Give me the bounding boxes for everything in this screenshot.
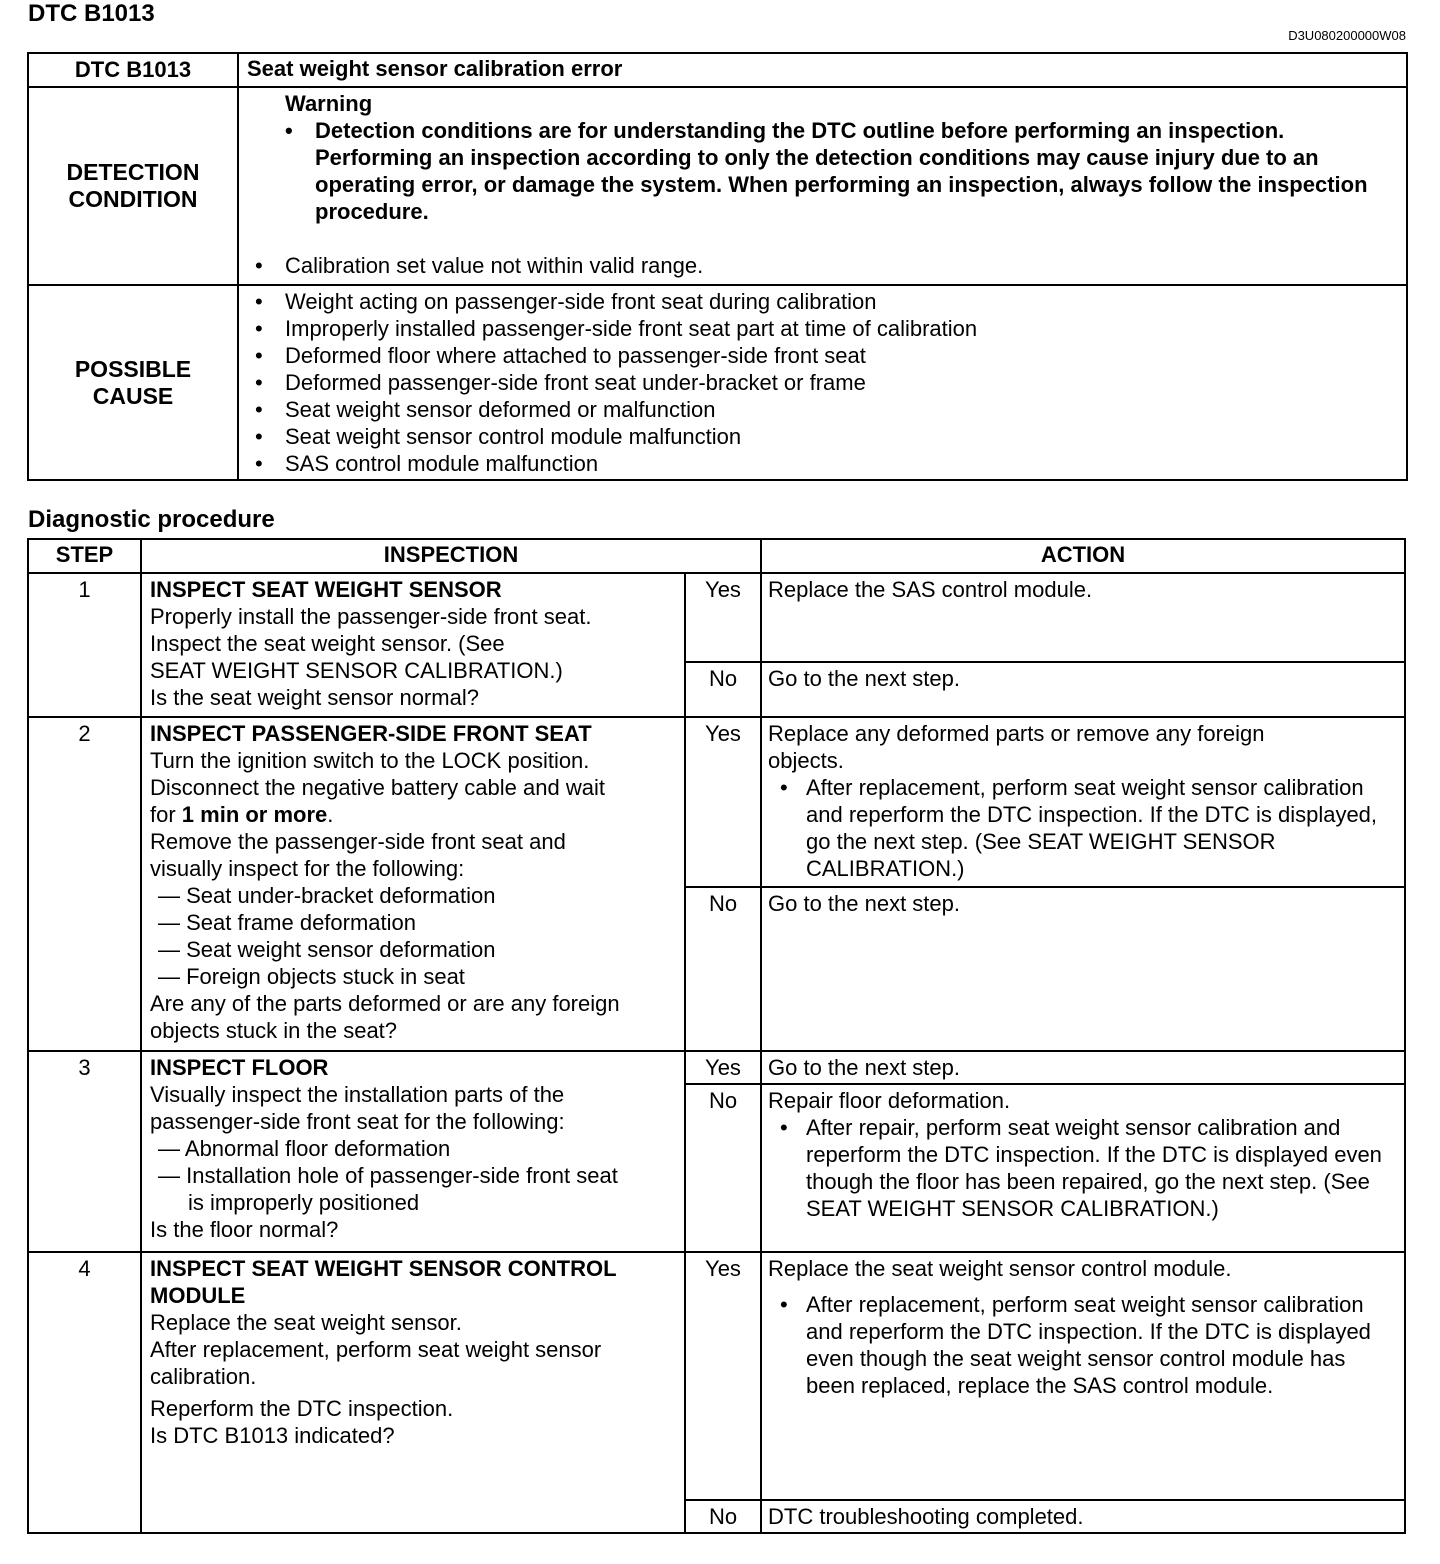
step-number: 2 xyxy=(28,717,141,1051)
inspection-line xyxy=(150,801,678,828)
column-header-step: STEP xyxy=(28,539,141,573)
inspection-line: After replacement, perform seat weight sensor xyxy=(150,1337,602,1362)
yes-action: Replace the SAS control module. xyxy=(761,573,1405,662)
detection-item: • Calibration set value not within valid range. xyxy=(239,252,1406,279)
action-line: Replace the seat weight sensor control module. xyxy=(768,1256,1232,1281)
action-line: Replace any deformed parts or remove any foreign xyxy=(768,721,1265,746)
yes-label: Yes xyxy=(685,717,761,887)
action-bullets xyxy=(768,1114,1398,1222)
inspection-question: Is DTC B1013 indicated? xyxy=(150,1423,395,1448)
inspection-line: visually inspect for the following: xyxy=(150,856,465,881)
inspection-line: Reperform the DTC inspection. xyxy=(150,1396,454,1421)
cause-list xyxy=(239,288,1406,477)
cause-item: • Seat weight sensor control module malfunction xyxy=(239,423,1406,450)
yes-action-cell xyxy=(761,717,1405,887)
table-row xyxy=(28,1051,1405,1084)
no-label: No xyxy=(685,887,761,1051)
document-code: D3U080200000W08 xyxy=(1288,28,1406,43)
table-row xyxy=(28,573,1405,662)
detection-content xyxy=(238,87,1407,285)
step-number: 4 xyxy=(28,1252,141,1533)
action-line: Repair floor deformation. xyxy=(768,1088,1011,1113)
cause-label xyxy=(28,285,238,480)
dtc-summary-table xyxy=(27,52,1408,481)
inspection-line: SEAT WEIGHT SENSOR CALIBRATION.) xyxy=(150,658,563,683)
cause-label-line1: POSSIBLE xyxy=(74,355,192,382)
action-bullet: • After replacement, perform seat weight sensor calibration and reperform the DTC inspection. If the DTC is displayed even though the seat weight sensor control module has been replaced, replace the SAS control module. xyxy=(768,1291,1398,1399)
inspection-cell xyxy=(141,717,685,1051)
inspection-cell xyxy=(141,573,685,717)
inspection-line: Properly install the passenger-side front seat. xyxy=(150,604,592,629)
inspection-line: Visually inspect the installation parts of the xyxy=(150,1082,565,1107)
step-number: 3 xyxy=(28,1051,141,1252)
yes-label: Yes xyxy=(685,573,761,662)
inspection-line: calibration. xyxy=(150,1364,257,1389)
column-header-inspection: INSPECTION xyxy=(141,539,761,573)
cause-content xyxy=(238,285,1407,480)
inspection-title: INSPECT FLOOR xyxy=(150,1055,329,1080)
no-action: Go to the next step. xyxy=(761,662,1405,717)
detection-list xyxy=(239,252,1406,279)
diagnostic-table xyxy=(27,538,1406,1534)
warning-list xyxy=(239,117,1406,225)
cause-item: • Deformed passenger-side front seat under-bracket or frame xyxy=(239,369,1406,396)
cause-label-line2: CAUSE xyxy=(92,382,174,409)
inspection-line: Remove the passenger-side front seat and xyxy=(150,829,566,854)
inspection-cell xyxy=(141,1051,685,1252)
inspection-dash-item: — Abnormal floor deformation xyxy=(158,1136,451,1161)
inspection-title: INSPECT SEAT WEIGHT SENSOR CONTROL xyxy=(150,1256,617,1281)
no-label: No xyxy=(685,662,761,717)
inspection-dash-item: — Seat under-bracket deformation xyxy=(158,883,496,908)
possible-cause-row xyxy=(28,285,1407,480)
inspection-title: INSPECT SEAT WEIGHT SENSOR xyxy=(150,577,502,602)
yes-label: Yes xyxy=(685,1051,761,1084)
dtc-name: Seat weight sensor calibration error xyxy=(238,53,1407,87)
inspection-question: Is the seat weight sensor normal? xyxy=(150,685,479,710)
column-header-action: ACTION xyxy=(761,539,1405,573)
inspection-emphasis: 1 min or more xyxy=(181,802,328,827)
table-row xyxy=(28,717,1405,887)
cause-item: • Weight acting on passenger-side front seat during calibration xyxy=(239,288,1406,315)
cause-item: • Improperly installed passenger-side front seat part at time of calibration xyxy=(239,315,1406,342)
step-number: 1 xyxy=(28,573,141,717)
inspection-title: MODULE xyxy=(150,1283,246,1308)
no-action: Go to the next step. xyxy=(761,887,1405,1051)
inspection-cell xyxy=(141,1252,685,1533)
inspection-line: passenger-side front seat for the following: xyxy=(150,1109,565,1134)
no-label: No xyxy=(685,1500,761,1533)
detection-label-line1: DETECTION xyxy=(66,159,200,185)
cause-item: • Seat weight sensor deformed or malfunction xyxy=(239,396,1406,423)
inspection-line: Replace the seat weight sensor. xyxy=(150,1310,462,1335)
warning-item: • Detection conditions are for understanding the DTC outline before performing an inspection. Performing an inspection according to only the detection conditions may cause injury due to an operating error, or damage the system. When performing an inspection, always follow the inspection procedure. xyxy=(239,117,1406,225)
cause-item: • SAS control module malfunction xyxy=(239,450,1406,477)
cause-item: • Deformed floor where attached to passenger-side front seat xyxy=(239,342,1406,369)
detection-label-line2: CONDITION xyxy=(68,186,198,212)
action-bullet: • After replacement, perform seat weight sensor calibration and reperform the DTC inspection. If the DTC is displayed, go the next step. (See SEAT WEIGHT SENSOR CALIBRATION.) xyxy=(768,774,1398,882)
inspection-dash-item: — Seat weight sensor deformation xyxy=(158,937,496,962)
yes-label: Yes xyxy=(685,1252,761,1500)
table-row xyxy=(28,1252,1405,1500)
inspection-line: Inspect the seat weight sensor. (See xyxy=(150,631,505,656)
dtc-row xyxy=(28,53,1407,87)
inspection-dash-item: — Foreign objects stuck in seat xyxy=(158,964,465,989)
yes-action: Go to the next step. xyxy=(761,1051,1405,1084)
inspection-line: Disconnect the negative battery cable and wait xyxy=(150,775,605,800)
inspection-dash-continuation: is improperly positioned xyxy=(188,1190,420,1215)
warning-title: Warning xyxy=(285,91,373,116)
action-bullets xyxy=(768,1291,1398,1399)
inspection-dash-item: — Seat frame deformation xyxy=(158,910,417,935)
inspection-title: INSPECT PASSENGER-SIDE FRONT SEAT xyxy=(150,721,592,746)
detection-label xyxy=(28,87,238,285)
no-action: DTC troubleshooting completed. xyxy=(761,1500,1405,1533)
inspection-text: for xyxy=(150,802,182,827)
action-bullets xyxy=(768,774,1398,882)
inspection-question: Is the floor normal? xyxy=(150,1217,339,1242)
inspection-question: Are any of the parts deformed or are any foreign xyxy=(150,991,620,1016)
diagnostic-header-row xyxy=(28,539,1405,573)
no-action-cell xyxy=(761,1084,1405,1252)
inspection-question: objects stuck in the seat? xyxy=(150,1018,398,1043)
inspection-line: Turn the ignition switch to the LOCK position. xyxy=(150,748,590,773)
action-line: objects. xyxy=(768,748,844,773)
detection-row xyxy=(28,87,1407,285)
inspection-text: . xyxy=(327,802,334,827)
action-bullet: • After repair, perform seat weight sensor calibration and reperform the DTC inspection. If the DTC is displayed even though the floor has been repaired, go the next step. (See SEAT WEIGHT SENSOR CALIBRATION.) xyxy=(768,1114,1398,1222)
dtc-label: DTC B1013 xyxy=(28,53,238,87)
yes-action-cell xyxy=(761,1252,1405,1500)
section-title: Diagnostic procedure xyxy=(28,506,275,533)
page-title: DTC B1013 xyxy=(28,0,155,27)
no-label: No xyxy=(685,1084,761,1252)
inspection-dash-item: — Installation hole of passenger-side front seat xyxy=(158,1163,618,1188)
